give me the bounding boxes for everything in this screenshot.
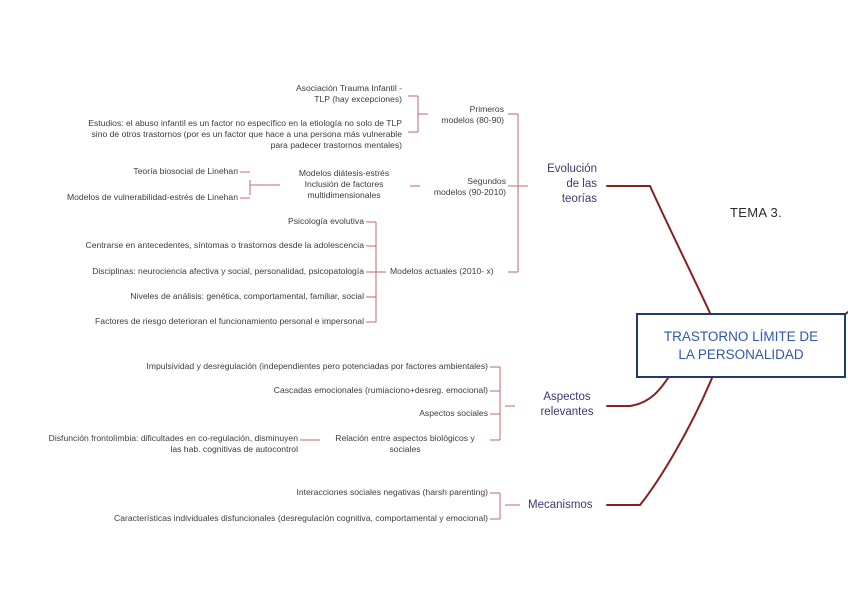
- leaf-caracteristicas-individuales[interactable]: Características individuales disfuncionales (desregulación cognitiva, comportamental y emocional): [113, 513, 488, 523]
- branch-label-line: de las: [566, 178, 597, 190]
- node-label-line: sociales: [389, 444, 421, 454]
- node-label-line: Relación entre aspectos biológicos y: [335, 433, 475, 443]
- leaf-line: TLP (hay excepciones): [314, 94, 402, 104]
- node-label-line: Segundos: [467, 176, 506, 186]
- topic-number: TEMA 3.: [730, 205, 782, 220]
- branch-label-line: relevantes: [540, 406, 594, 418]
- node-label-line: multidimensionales: [307, 190, 381, 200]
- node-label-line: Primeros: [469, 104, 504, 114]
- leaf-antecedentes[interactable]: Centrarse en antecedentes, síntomas o trastornos desde la adolescencia: [85, 240, 364, 250]
- leaf-line: Estudios: el abuso infantil es un factor no específico en la etiología no solo de TLP: [88, 118, 402, 128]
- leaf-disfuncion-frontolimbica[interactable]: [2, 433, 298, 455]
- node-modelos-diatesis[interactable]: [282, 168, 406, 201]
- leaf-disciplinas[interactable]: Disciplinas: neurociencia afectiva y social, personalidad, psicopatología: [92, 266, 364, 276]
- node-primeros-modelos[interactable]: [420, 104, 504, 126]
- leaf-trauma-infantil[interactable]: [250, 83, 402, 105]
- central-title-line2: LA PERSONALIDAD: [678, 346, 804, 362]
- leaf-line: para padecer trastornos mentales): [270, 140, 402, 150]
- leaf-impulsividad[interactable]: Impulsividad y desregulación (independientes pero potenciadas por factores ambientales): [146, 361, 488, 371]
- branch-mecanismos[interactable]: Mecanismos: [528, 499, 593, 511]
- leaf-factores-riesgo[interactable]: Factores de riesgo deterioran el funcionamiento personal e impersonal: [95, 316, 364, 326]
- central-node[interactable]: [636, 313, 846, 378]
- leaf-vulnerabilidad-estres[interactable]: Modelos de vulnerabilidad-estrés de Linehan: [66, 192, 238, 202]
- leaf-niveles-analisis[interactable]: Niveles de análisis: genética, comportamental, familiar, social: [130, 291, 364, 301]
- leaf-line: las hab. cognitivas de autocontrol: [170, 444, 298, 454]
- node-label-line: modelos (80-90): [441, 115, 504, 125]
- leaf-aspectos-sociales[interactable]: Aspectos sociales: [419, 408, 488, 418]
- leaf-psicologia-evolutiva[interactable]: Psicología evolutiva: [288, 216, 364, 226]
- branch-label-line: Aspectos: [543, 391, 591, 403]
- node-modelos-actuales[interactable]: Modelos actuales (2010- x): [390, 266, 494, 276]
- leaf-line: Asociación Trauma Infantil -: [295, 83, 402, 93]
- central-title-line1: TRASTORNO LÍMITE DE: [663, 328, 819, 344]
- node-segundos-modelos[interactable]: [418, 176, 506, 198]
- node-relacion-bio-social[interactable]: [320, 433, 490, 455]
- leaf-line: sino de otros trastornos (por es un factor que hace a una persona más vulnerable: [91, 129, 402, 139]
- leaf-cascadas-emocionales[interactable]: Cascadas emocionales (rumiaciono+desreg. emocional): [273, 385, 488, 395]
- leaf-estudios-abuso[interactable]: [20, 118, 402, 151]
- node-label-line: Inclusión de factores: [304, 179, 384, 189]
- branch-aspectos[interactable]: [527, 390, 607, 420]
- node-label-line: modelos (90-2010): [433, 187, 506, 197]
- branch-label-line: Evolución: [547, 163, 597, 175]
- leaf-teoria-biosocial[interactable]: Teoría biosocial de Linehan: [133, 166, 238, 176]
- leaf-interacciones-sociales[interactable]: Interacciones sociales negativas (harsh parenting): [296, 487, 488, 497]
- branch-label-line: teorías: [561, 193, 597, 205]
- branch-evolucion[interactable]: [527, 162, 597, 207]
- node-label-line: Modelos diátesis-estrés: [298, 168, 390, 178]
- leaf-line: Disfunción frontolímbia: dificultades en co-regulación, disminuyen: [48, 433, 298, 443]
